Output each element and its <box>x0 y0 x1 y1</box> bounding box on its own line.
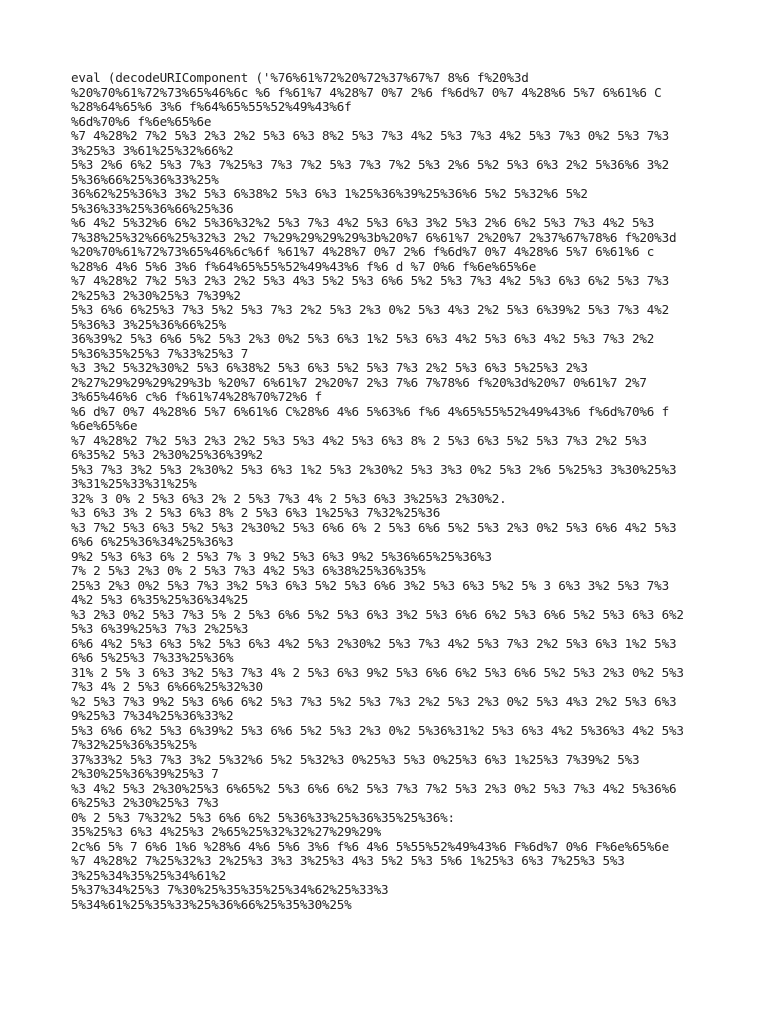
code-line: 7% 2 5%3 2%3 0% 2 5%3 7%3 4%2 5%3 6%38%25%36%35% <box>71 563 426 578</box>
code-line: %6 d%7 0%7 4%28%6 5%7 6%61%6 C%28%6 4%6 5%63%6 f%6 4%65%55%52%49%43%6 f%6d%70%6 f <box>71 403 669 419</box>
code-line: 5%36%35%25%3 7%33%25%3 7 <box>71 345 249 361</box>
code-line: 5%3 2%6 6%2 5%3 7%3 7%25%3 7%3 7%2 5%3 7%3 7%2 5%3 2%6 5%2 5%3 6%3 2%2 5%36%6 3%2 <box>71 157 669 172</box>
code-line: %7 4%28%2 7%2 5%3 2%3 2%2 5%3 4%3 5%2 5%3 6%6 5%2 5%3 7%3 4%2 5%3 6%3 6%2 5%3 7%3 <box>71 273 669 288</box>
code-line: 7%32%25%36%35%25% <box>71 737 197 752</box>
code-line: 3%65%46%6 c%6 f%61%74%28%70%72%6 f <box>71 389 322 404</box>
code-line: %28%6 4%6 5%6 3%6 f%64%65%55%52%49%43%6 f%6 d %7 0%6 f%6e%65%6e <box>71 258 537 274</box>
code-line: 2c%6 5% 7 6%6 1%6 %28%6 4%6 5%6 3%6 f%6 4%6 5%55%52%49%43%6 F%6d%7 0%6 F%6e%65%6e <box>71 838 669 854</box>
code-line: %20%70%61%72%73%65%46%6c%6f %61%7 4%28%7 0%7 2%6 f%6d%7 0%7 4%28%6 5%7 6%61%6 c <box>71 244 655 259</box>
code-line: 5%3 7%3 3%2 5%3 2%30%2 5%3 6%3 1%2 5%3 2%30%2 5%3 3%3 0%2 5%3 2%6 5%25%3 3%30%25%3 <box>71 461 677 477</box>
code-line: %3 2%3 0%2 5%3 7%3 5% 2 5%3 6%6 5%2 5%3 6%3 3%2 5%3 6%6 6%2 5%3 6%6 5%2 5%3 6%3 6%2 <box>71 606 684 622</box>
code-line: 5%3 6%39%25%3 7%3 2%25%3 <box>71 621 249 636</box>
code-line: 5%36%33%25%36%66%25%36 <box>71 200 234 216</box>
code-line: 32% 3 0% 2 5%3 6%3 2% 2 5%3 7%3 4% 2 5%3 6%3 3%25%3 2%30%2. <box>71 490 507 506</box>
code-line: %7 4%28%2 7%25%32%3 2%25%3 3%3 3%25%3 4%3 5%2 5%3 5%6 1%25%3 6%3 7%25%3 5%3 <box>71 853 625 868</box>
code-line: %3 7%2 5%3 6%3 5%2 5%3 2%30%2 5%3 6%6 6% 2 5%3 6%6 5%2 5%3 2%3 0%2 5%3 6%6 4%2 5%3 <box>71 519 677 535</box>
code-line: eval (decodeURIComponent ('%76%61%72%20%72%37%67%7 8%6 f%20%3d <box>71 70 529 85</box>
code-line: 2%27%29%29%29%29%3b %20%7 6%61%7 2%20%7 2%3 7%6 7%78%6 f%20%3d%20%7 0%61%7 2%7 <box>71 374 647 390</box>
code-line: 6%6 5%25%3 7%33%25%36% <box>71 650 234 665</box>
code-line: 5%36%3 3%25%36%66%25% <box>71 316 227 332</box>
code-line: %28%64%65%6 3%6 f%64%65%55%52%49%43%6f <box>71 99 352 114</box>
code-line: 5%3 6%6 6%2 5%3 6%39%2 5%3 6%6 5%2 5%3 2%3 0%2 5%36%31%2 5%3 6%3 4%2 5%36%3 4%2 5%3 <box>71 722 684 738</box>
code-line: 31% 2 5% 3 6%3 3%2 5%3 7%3 4% 2 5%3 6%3 9%2 5%3 6%6 6%2 5%3 6%6 5%2 5%3 2%3 0%2 5%3 <box>71 664 684 680</box>
code-line: 7%3 4% 2 5%3 6%66%25%32%30 <box>71 679 263 694</box>
code-line: 6%6 6%25%36%34%25%36%3 <box>71 534 234 549</box>
code-line: 5%36%66%25%36%33%25% <box>71 171 219 187</box>
code-line: 37%33%2 5%3 7%3 3%2 5%32%6 5%2 5%32%3 0%25%3 5%3 0%25%3 6%3 1%25%3 7%39%2 5%3 <box>71 751 640 767</box>
code-line: 36%62%25%36%3 3%2 5%3 6%38%2 5%3 6%3 1%25%36%39%25%36%6 5%2 5%32%6 5%2 <box>71 186 588 201</box>
code-line: 35%25%3 6%3 4%25%3 2%65%25%32%32%27%29%29% <box>71 824 382 839</box>
code-line: 0% 2 5%3 7%32%2 5%3 6%6 6%2 5%36%33%25%36%35%25%36%: <box>71 809 455 825</box>
code-line: 5%34%61%25%35%33%25%36%66%25%35%30%25% <box>71 896 352 912</box>
code-line: 7%38%25%32%66%25%32%3 2%2 7%29%29%29%29%3b%20%7 6%61%7 2%20%7 2%37%67%78%6 f%20%3d <box>71 229 677 245</box>
code-line: %3 3%2 5%32%30%2 5%3 6%38%2 5%3 6%3 5%2 5%3 7%3 2%2 5%3 6%3 5%25%3 2%3 <box>71 360 588 375</box>
code-line: 3%25%34%35%25%34%61%2 <box>71 867 227 883</box>
code-line: 3%25%3 3%61%25%32%66%2 <box>71 142 234 158</box>
code-line: 5%37%34%25%3 7%30%25%35%35%25%34%62%25%33%3 <box>71 882 389 897</box>
code-line: %3 6%3 3% 2 5%3 6%3 8% 2 5%3 6%3 1%25%3 7%32%25%36 <box>71 505 441 520</box>
code-line: 5%3 6%6 6%25%3 7%3 5%2 5%3 7%3 2%2 5%3 2%3 0%2 5%3 4%3 2%2 5%3 6%39%2 5%3 7%3 4%2 <box>71 302 669 317</box>
code-line: 4%2 5%3 6%35%25%36%34%25 <box>71 592 249 607</box>
code-line: %20%70%61%72%73%65%46%6c %6 f%61%7 4%28%7 0%7 2%6 f%6d%7 0%7 4%28%6 5%7 6%61%6 C <box>71 84 662 100</box>
code-line: 2%30%25%36%39%25%3 7 <box>71 766 219 781</box>
code-line: %7 4%28%2 7%2 5%3 2%3 2%2 5%3 6%3 8%2 5%3 7%3 4%2 5%3 7%3 4%2 5%3 7%3 0%2 5%3 7%3 <box>71 128 669 143</box>
code-line: 6%35%2 5%3 2%30%25%36%39%2 <box>71 447 263 462</box>
code-line: 9%25%3 7%34%25%36%33%2 <box>71 708 234 723</box>
code-line: %6e%65%6e <box>71 418 138 433</box>
code-line: %7 4%28%2 7%2 5%3 2%3 2%2 5%3 5%3 4%2 5%3 6%3 8% 2 5%3 6%3 5%2 5%3 7%3 2%2 5%3 <box>71 432 647 448</box>
code-line: 3%31%25%33%31%25% <box>71 476 197 491</box>
code-line: 6%25%3 2%30%25%3 7%3 <box>71 795 219 810</box>
code-line: 2%25%3 2%30%25%3 7%39%2 <box>71 287 241 303</box>
code-line: 9%2 5%3 6%3 6% 2 5%3 7% 3 9%2 5%3 6%3 9%2 5%36%65%25%36%3 <box>71 548 492 564</box>
code-line: 25%3 2%3 0%2 5%3 7%3 3%2 5%3 6%3 5%2 5%3 6%6 3%2 5%3 6%3 5%2 5% 3 6%3 3%2 5%3 7%3 <box>71 577 669 593</box>
obfuscated-script-text <box>71 71 701 912</box>
code-line: %2 5%3 7%3 9%2 5%3 6%6 6%2 5%3 7%3 5%2 5%3 7%3 2%2 5%3 2%3 0%2 5%3 4%3 2%2 5%3 6%3 <box>71 693 677 709</box>
code-line: %6 4%2 5%32%6 6%2 5%36%32%2 5%3 7%3 4%2 5%3 6%3 3%2 5%3 2%6 6%2 5%3 7%3 4%2 5%3 <box>71 215 655 230</box>
code-line: %6d%70%6 f%6e%65%6e <box>71 113 212 129</box>
code-line: 36%39%2 5%3 6%6 5%2 5%3 2%3 0%2 5%3 6%3 1%2 5%3 6%3 4%2 5%3 6%3 4%2 5%3 7%3 2%2 <box>71 331 655 346</box>
code-line: 6%6 4%2 5%3 6%3 5%2 5%3 6%3 4%2 5%3 2%30%2 5%3 7%3 4%2 5%3 7%3 2%2 5%3 6%3 1%2 5%3 <box>71 635 677 651</box>
code-line: %3 4%2 5%3 2%30%25%3 6%65%2 5%3 6%6 6%2 5%3 7%3 7%2 5%3 2%3 0%2 5%3 7%3 4%2 5%36%6 <box>71 780 677 796</box>
